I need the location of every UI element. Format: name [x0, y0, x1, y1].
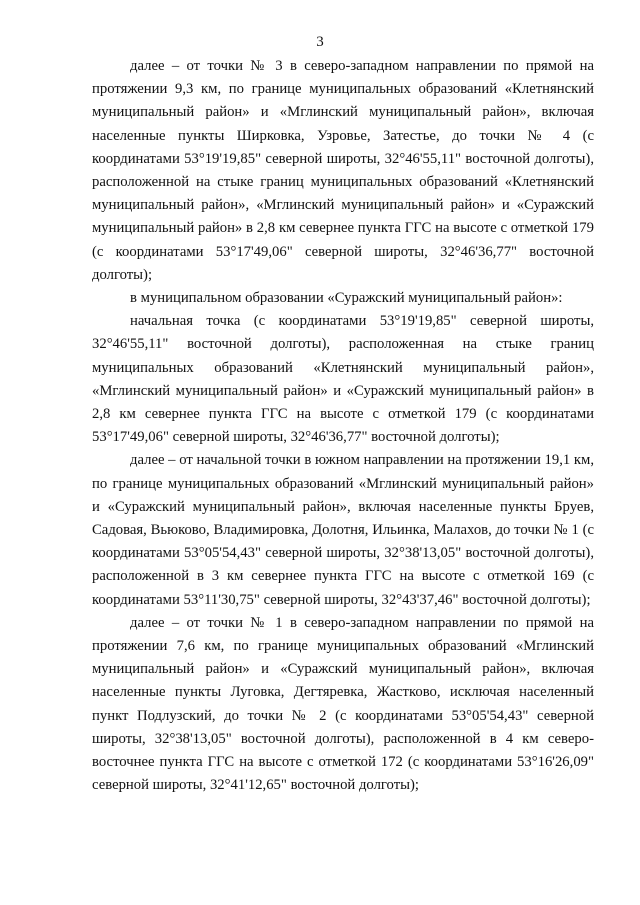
paragraph-point-1-to-2: далее – от точки № 1 в северо-западном направлении по прямой на протяжении 7,6 км, по границе муниципальных образований «Мглинский муниципальный район» и «Суражский муниципальный район», включая населенные пункты Луговка, Дегтяревка, Жастково, исключая населенный пункт Подлузский, до точки № 2 (с координатами 53°05'54,43" северной широты, 32°38'13,05" восточной долготы), расположенной в 4 км северо-восточнее пункта ГГС на высоте с отметкой 172 (с координатами 53°16'26,09" северной широты, 32°41'12,65" восточной долготы);: [92, 614, 594, 794]
paragraph-point-3-to-4: далее – от точки № 3 в северо-западном направлении по прямой на протяжении 9,3 км, по границе муниципальных образований «Клетнянский муниципальный район» и «Мглинский муниципальный район», включая населенные пункты Ширковка, Узровье, Затестье, до точки № 4 (с координатами 53°19'19,85" северной широты, 32°46'55,11" восточной долготы), расположенной на стыке границ муниципальных образований «Клетнянский муниципальный район», «Мглинский муниципальный район» и «Суражский муниципальный район» в 2,8 км севернее пункта ГГС на высоте с отметкой 179 (с координатами 53°17'49,06" северной широты, 32°46'36,77" восточной долготы);: [92, 58, 594, 283]
paragraph-surazh-heading: в муниципальном образовании «Суражский муниципальный район»:: [130, 290, 563, 307]
document-body: [92, 55, 594, 798]
page-number: 3: [316, 34, 324, 50]
paragraph-start-to-point-1: далее – от начальной точки в южном направлении на протяжении 19,1 км, по границе муниципальных образований «Мглинский муниципальный район» и «Суражский муниципальный район», включая населенные пункты Бруев, Садовая, Вьюково, Владимировка, Долотня, Ильинка, Малахов, до точки № 1 (с координатами 53°05'54,43" северной широты, 32°38'13,05" восточной долготы), расположенной в 3 км севернее пункта ГГС на высоте с отметкой 169 (с координатами 53°11'30,75" северной широты, 32°43'37,46" восточной долготы);: [92, 452, 594, 608]
paragraph-start-point: начальная точка (с координатами 53°19'19,85" северной широты, 32°46'55,11" восточной долготы), расположенная на стыке границ муниципальных образований «Клетнянский муниципальный район», «Мглинский муниципальный район» и «Суражский муниципальный район» в 2,8 км севернее пункта ГГС на высоте с отметкой 179 (с координатами 53°17'49,06" северной широты, 32°46'36,77" восточной долготы);: [92, 313, 594, 446]
